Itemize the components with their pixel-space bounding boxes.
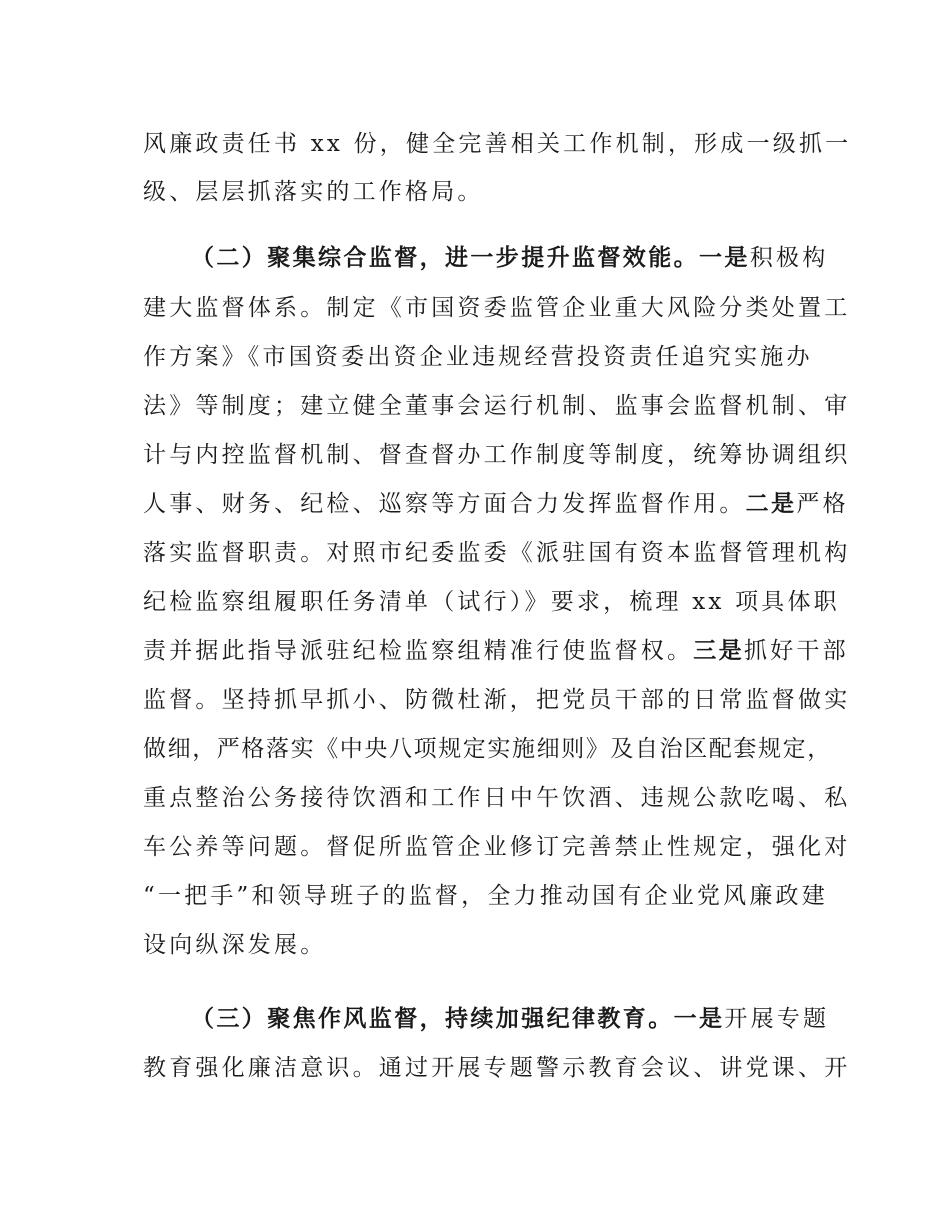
paragraph-2-line-11: 做细，严格落实《中央八项规定实施细则》及自治区配套规定，: [143, 736, 832, 762]
paragraph-2-line-6: [143, 486, 849, 522]
paragraph-2-line-14: “一把手”和领导班子的监督，全力推动国有企业党风廉政建: [143, 883, 828, 909]
paragraph-2-line-9-rest: 抓好干部: [744, 638, 849, 664]
paragraph-3-line-1-text: 开展专题: [724, 1006, 830, 1032]
paragraph-2-line-4: 法》等制度；建立健全董事会运行机制、监事会监督机制、审: [143, 393, 851, 419]
paragraph-3-line-1: [191, 1001, 829, 1037]
paragraph-1-line-2: 级、层层抓落实的工作格局。: [143, 179, 484, 205]
paragraph-3-line-2: 教育强化廉洁意识。通过开展专题警示教育会议、讲党课、开: [143, 1055, 851, 1081]
paragraph-2-line-8: 纪检监察组履职任务清单（试行）》要求，梳理 xx 项具体职: [143, 589, 840, 615]
section-heading-2: （二）聚集综合监督，进一步提升监督效能。: [191, 245, 699, 271]
point-marker-4: 一是: [673, 1006, 725, 1032]
paragraph-2-line-12: 重点整治公务接待饮酒和工作日中午饮酒、违规公款吃喝、私: [143, 785, 851, 811]
point-marker-1: 一是: [699, 245, 750, 271]
paragraph-2-line-7: 落实监督职责。对照市纪委监委《派驻国有资本监督管理机构: [143, 540, 851, 566]
paragraph-2-line-9-text: 责并据此指导派驻纪检监察组精准行使监督权。: [143, 638, 694, 664]
paragraph-1-line-1: 风廉政责任书 xx 份，健全完善相关工作机制，形成一级抓一: [143, 131, 852, 157]
paragraph-2-line-13: 车公养等问题。督促所监管企业修订完善禁止性规定，强化对: [143, 834, 851, 860]
point-marker-2: 二是: [745, 491, 797, 517]
paragraph-2-line-15: 设向纵深发展。: [143, 932, 327, 958]
section-heading-3: （三）聚焦作风监督，持续加强纪律教育。: [191, 1006, 674, 1032]
paragraph-2-line-1: [191, 240, 828, 276]
paragraph-2-line-2: 建大监督体系。制定《市国资委监管企业重大风险分类处置工: [143, 295, 851, 321]
paragraph-2-line-9: [143, 633, 849, 669]
paragraph-2-line-6-text: 人事、财务、纪检、巡察等方面合力发挥监督作用。: [143, 491, 746, 517]
paragraph-2-line-6-rest: 严格: [796, 491, 849, 517]
paragraph-2-line-3: 作方案》《市国资委出资企业违规经营投资责任追究实施办: [143, 344, 813, 370]
paragraph-2-line-10: 监督。坚持抓早抓小、防微杜渐，把党员干部的日常监督做实: [143, 687, 851, 713]
point-marker-3: 三是: [693, 638, 745, 664]
paragraph-2-line-1-text: 积极构: [749, 245, 829, 271]
paragraph-2-line-5: 计与内控监督机制、督查督办工作制度等制度，统筹协调组织: [143, 442, 851, 468]
